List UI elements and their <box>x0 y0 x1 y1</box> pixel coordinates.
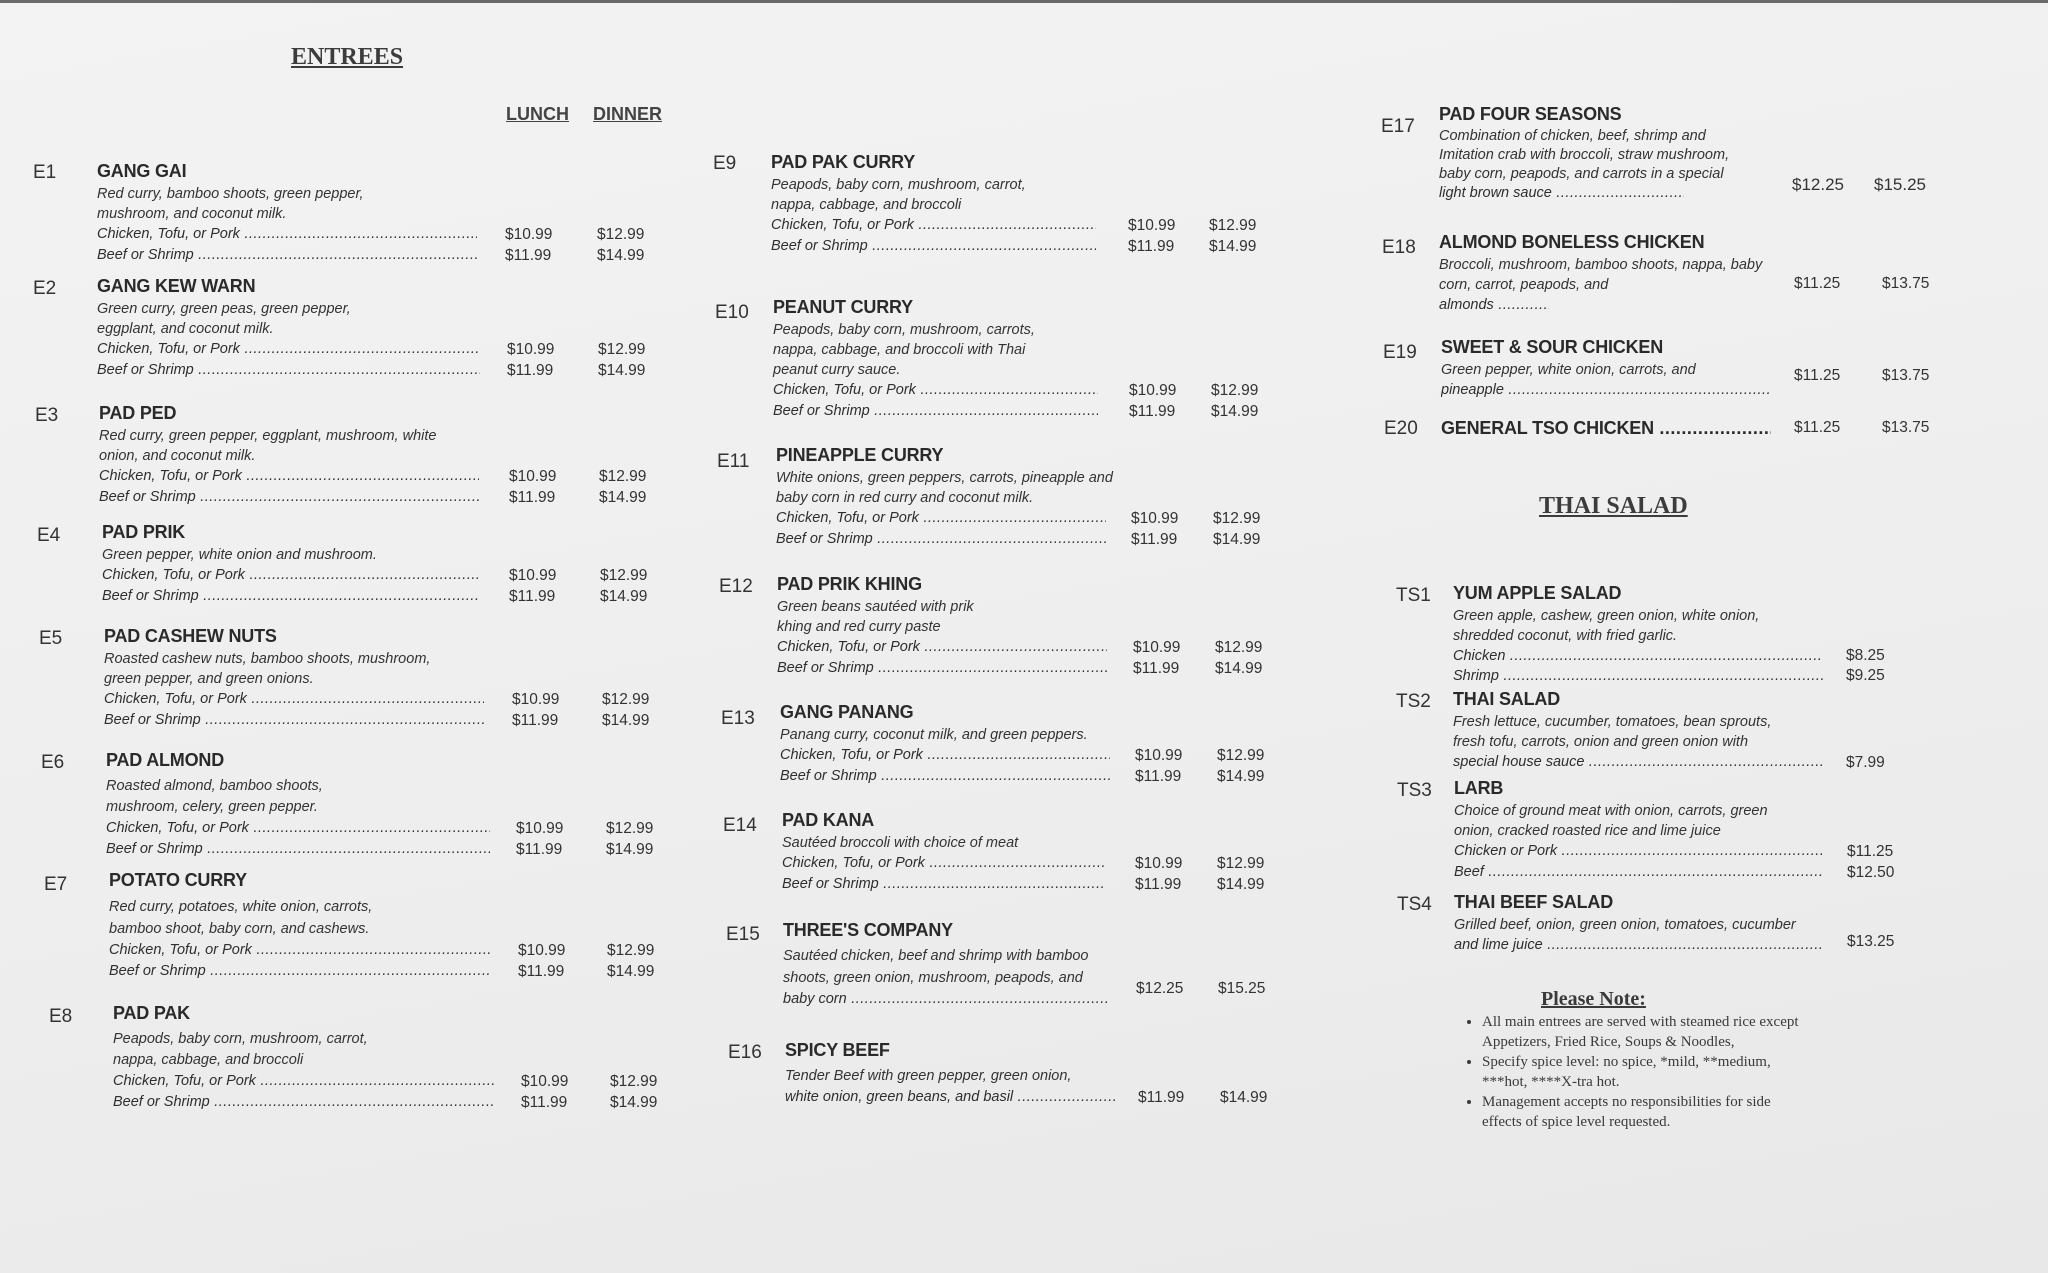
price-line <box>106 839 654 860</box>
item-code: E9 <box>713 153 737 174</box>
lunch-price: $10.99 <box>1131 510 1179 527</box>
item-code: E14 <box>723 815 757 836</box>
dinner-price: $12.99 <box>607 942 655 959</box>
menu-item-e2 <box>97 276 646 381</box>
item-description: Tender Beef with green pepper, green onion, <box>785 1068 1072 1084</box>
dinner-price: $12.99 <box>600 567 648 584</box>
dinner-price: $14.99 <box>610 1094 658 1111</box>
menu-item-ts4 <box>1454 892 1895 956</box>
item-name: GANG GAI <box>97 161 187 181</box>
price-line <box>99 466 647 487</box>
price-line-label: Beef or Shrimp ..... <box>113 1092 495 1113</box>
price-line-label: Beef or Shrimp ..... <box>773 401 1098 422</box>
lunch-price: $10.99 <box>1135 855 1183 872</box>
thai-salad-heading: THAI SALAD <box>1539 493 1688 519</box>
dinner-price: $12.99 <box>598 341 646 358</box>
entrees-heading: ENTREES <box>291 44 404 70</box>
menu-item-e19 <box>1441 337 1930 401</box>
item-name: SPICY BEEF <box>785 1040 890 1060</box>
dinner-price: $12.99 <box>606 820 654 837</box>
price-line <box>783 980 1266 1010</box>
item-code: E4 <box>37 525 61 546</box>
item-description: Choice of ground meat with onion, carrots, green onion, cracked roasted rice and lime juice <box>1454 803 1768 839</box>
lunch-price: $11.99 <box>1133 660 1180 677</box>
price-line <box>771 215 1257 236</box>
item-description: Red curry, green pepper, eggplant, mushroom, white onion, and coconut milk. <box>99 428 437 464</box>
price-line-label: Beef or Shrimp ..... <box>102 586 480 607</box>
dinner-column-header: DINNER <box>593 104 663 124</box>
price-line <box>104 689 650 710</box>
menu-item-e16 <box>785 1040 1268 1108</box>
salad-price: $12.50 <box>1847 864 1895 881</box>
salad-price: $8.25 <box>1846 647 1885 664</box>
item-code: E3 <box>35 405 59 426</box>
dinner-price: $13.75 <box>1882 419 1930 436</box>
menu-item-ts1 <box>1453 583 1885 686</box>
price-line-label: Shrimp ..... <box>1453 666 1823 686</box>
menu-item-e10 <box>773 297 1259 422</box>
price-line-label: Chicken, Tofu, or Pork ..... <box>777 637 1107 658</box>
price-line-label: special house sauce ..... <box>1453 752 1823 773</box>
dinner-price: $12.99 <box>1209 217 1257 234</box>
item-code: TS3 <box>1397 780 1432 801</box>
price-line <box>106 818 654 839</box>
price-line <box>109 940 655 961</box>
item-name: PAD PAK <box>113 1003 190 1023</box>
item-description: Panang curry, coconut milk, and green peppers. <box>780 727 1088 743</box>
item-name: PAD PRIK <box>102 522 186 542</box>
item-description: Roasted cashew nuts, bamboo shoots, mushroom, green pepper, and green onions. <box>104 651 431 687</box>
price-line <box>113 1092 658 1113</box>
item-description: Fresh lettuce, cucumber, tomatoes, bean sprouts, fresh tofu, carrots, onion and green onion with <box>1453 714 1772 750</box>
price-line-label: baby corn ..... <box>783 989 1108 1010</box>
price-line <box>104 710 650 731</box>
price-line-label: Beef or Shrimp ..... <box>97 360 480 381</box>
dinner-price: $14.99 <box>607 963 655 980</box>
lunch-price: $11.99 <box>505 247 552 264</box>
item-description: White onions, green peppers, carrots, pineapple and baby corn in red curry and coconut milk. <box>776 470 1113 506</box>
item-name: PAD KANA <box>782 810 875 830</box>
item-code: E2 <box>33 278 57 299</box>
item-name: GANG PANANG <box>780 702 914 722</box>
item-description: Green pepper, white onion, carrots, and <box>1441 362 1696 378</box>
price-line-label: Chicken, Tofu, or Pork ..... <box>99 466 479 487</box>
price-line-label: Chicken or Pork ..... <box>1454 841 1824 862</box>
price-line <box>771 236 1257 257</box>
menu-item-e7 <box>109 870 655 982</box>
price-line-label: Chicken, Tofu, or Pork ..... <box>776 508 1106 529</box>
price-line <box>109 961 655 982</box>
price-line-label: pineapple ..... <box>1441 380 1771 401</box>
price-line-label: Chicken, Tofu, or Pork ..... <box>782 853 1104 874</box>
item-code: TS2 <box>1396 691 1431 712</box>
price-line <box>1454 841 1894 862</box>
item-description: Green apple, cashew, green onion, white onion, shredded coconut, with fried garlic. <box>1453 608 1760 644</box>
item-code: E7 <box>44 874 68 895</box>
note-item: • Specify spice level: no spice, *mild, **medium, ***hot, ****X-tra hot. <box>1482 1052 1802 1092</box>
menu-item-e1 <box>97 161 645 266</box>
price-line-label: Chicken, Tofu, or Pork ..... <box>113 1071 495 1092</box>
dinner-price: $12.99 <box>602 691 650 708</box>
dinner-price: $12.99 <box>1217 747 1265 764</box>
item-name: PAD FOUR SEASONS <box>1439 104 1622 124</box>
dinner-price: $14.99 <box>1211 403 1259 420</box>
lunch-price: $10.99 <box>1133 639 1181 656</box>
dinner-price: $12.99 <box>1211 382 1259 399</box>
item-name: SWEET & SOUR CHICKEN <box>1441 337 1664 357</box>
item-description: Sautéed broccoli with choice of meat <box>782 835 1019 851</box>
item-code: E1 <box>33 162 57 183</box>
price-line <box>776 529 1261 550</box>
item-name: GENERAL TSO CHICKEN ..... <box>1441 416 1771 440</box>
lunch-price: $11.25 <box>1794 275 1841 292</box>
menu-item-ts3 <box>1454 778 1895 883</box>
dinner-price: $14.99 <box>600 588 648 605</box>
price-line-label: light brown sauce ..... <box>1439 184 1684 203</box>
item-name: PAD PRIK KHING <box>777 574 922 594</box>
item-code: E8 <box>49 1006 73 1027</box>
item-description: Red curry, bamboo shoots, green pepper, mushroom, and coconut milk. <box>97 186 364 222</box>
price-line-label: white onion, green beans, and basil ..... <box>785 1087 1115 1108</box>
item-description: Green curry, green peas, green pepper, eggplant, and coconut milk. <box>97 301 351 337</box>
item-description: Grilled beef, onion, green onion, tomatoes, cucumber <box>1454 917 1796 933</box>
item-name: LARB <box>1454 778 1504 798</box>
price-line <box>1453 646 1885 666</box>
item-description: Peapods, baby corn, mushroom, carrot, nappa, cabbage, and broccoli <box>771 177 1026 213</box>
lunch-price: $11.99 <box>518 963 565 980</box>
item-name: THREE'S COMPANY <box>783 920 953 940</box>
lunch-price: $10.99 <box>1128 217 1176 234</box>
price-line <box>102 586 648 607</box>
menu-item-e4 <box>102 522 648 607</box>
dinner-price: $12.99 <box>610 1073 658 1090</box>
dinner-price: $12.99 <box>1215 639 1263 656</box>
price-line <box>97 224 645 245</box>
lunch-price: $11.99 <box>1135 876 1182 893</box>
price-line <box>1453 752 1885 773</box>
menu-item-e13 <box>780 702 1265 787</box>
lunch-price: $10.99 <box>1135 747 1183 764</box>
menu-item-e11 <box>776 445 1261 550</box>
price-line-label: Beef or Shrimp ..... <box>771 236 1096 257</box>
lunch-price: $11.25 <box>1794 367 1841 384</box>
price-line-label: almonds ..... <box>1439 295 1549 316</box>
menu-item-e18 <box>1439 232 1930 316</box>
item-code: TS1 <box>1396 585 1431 606</box>
lunch-price: $12.25 <box>1792 175 1844 194</box>
lunch-price: $10.99 <box>509 567 557 584</box>
item-name: YUM APPLE SALAD <box>1453 583 1622 603</box>
price-line-label: Beef or Shrimp ..... <box>104 710 484 731</box>
item-name: PEANUT CURRY <box>773 297 913 317</box>
lunch-price: $10.99 <box>512 691 560 708</box>
salad-price: $11.25 <box>1847 843 1894 860</box>
price-line <box>113 1071 658 1092</box>
dinner-price: $14.99 <box>1213 531 1261 548</box>
price-line-label: Beef or Shrimp ..... <box>777 658 1107 679</box>
item-name: PAD PED <box>99 403 177 423</box>
lunch-price: $12.25 <box>1136 980 1184 997</box>
price-line <box>97 360 646 381</box>
menu-item-e20 <box>1441 416 1930 440</box>
menu-item-e5 <box>104 626 650 731</box>
lunch-price: $11.25 <box>1794 419 1841 436</box>
dinner-price: $14.99 <box>1215 660 1263 677</box>
item-code: TS4 <box>1397 894 1432 915</box>
item-name: PINEAPPLE CURRY <box>776 445 944 465</box>
menu-item-e17 <box>1439 104 1926 203</box>
dinner-price: $13.75 <box>1882 367 1930 384</box>
lunch-price: $10.99 <box>518 942 566 959</box>
lunch-price: $11.99 <box>1128 238 1175 255</box>
price-line <box>102 565 648 586</box>
item-description: Roasted almond, bamboo shoots, mushroom, celery, green pepper. <box>106 778 323 815</box>
price-line-label: Beef or Shrimp ..... <box>99 487 479 508</box>
price-line-label: Beef or Shrimp ..... <box>97 245 477 266</box>
lunch-price: $11.99 <box>509 588 556 605</box>
lunch-price: $11.99 <box>507 362 554 379</box>
price-line-label: Beef or Shrimp ..... <box>780 766 1110 787</box>
item-description: Green pepper, white onion and mushroom. <box>102 547 377 563</box>
price-line <box>1453 666 1885 686</box>
price-line-label: Beef or Shrimp ..... <box>106 839 490 860</box>
price-line <box>99 487 647 508</box>
dinner-price: $14.99 <box>1209 238 1257 255</box>
item-name: PAD ALMOND <box>106 750 224 770</box>
dinner-price: $14.99 <box>598 362 646 379</box>
price-line-label: Beef or Shrimp ..... <box>776 529 1106 550</box>
price-line <box>773 401 1259 422</box>
item-description: Combination of chicken, beef, shrimp and Imitation crab with broccoli, straw mushroom, baby corn, peapods, and carrots in a special <box>1439 128 1730 182</box>
price-line <box>777 658 1263 679</box>
item-code: E20 <box>1384 418 1418 439</box>
price-line-label: Chicken, Tofu, or Pork ..... <box>97 339 480 360</box>
price-line-label: Chicken, Tofu, or Pork ..... <box>109 940 491 961</box>
lunch-price: $11.99 <box>1129 403 1176 420</box>
item-code: E15 <box>726 924 760 945</box>
item-code: E16 <box>728 1042 762 1063</box>
please-note-title: Please Note: <box>1541 988 1646 1010</box>
price-line-label: Chicken ..... <box>1453 646 1823 666</box>
price-line-label: Beef or Shrimp ..... <box>782 874 1104 895</box>
price-line <box>97 339 646 360</box>
item-description: Broccoli, mushroom, bamboo shoots, nappa, baby corn, carrot, peapods, and <box>1439 257 1763 293</box>
dinner-price: $13.75 <box>1882 275 1930 292</box>
lunch-price: $10.99 <box>1129 382 1177 399</box>
item-code: E5 <box>39 628 63 649</box>
item-name: PAD PAK CURRY <box>771 152 916 172</box>
menu-item-e9 <box>771 152 1257 257</box>
dinner-price: $12.99 <box>1213 510 1261 527</box>
dinner-price: $12.99 <box>1217 855 1265 872</box>
notes-list <box>1448 1012 1802 1132</box>
photo-top-edge <box>0 0 2048 3</box>
lunch-column-header: LUNCH <box>506 104 569 124</box>
menu-item-ts2 <box>1453 689 1885 773</box>
menu-item-e6 <box>106 750 654 860</box>
price-line <box>773 380 1259 401</box>
lunch-price: $11.99 <box>1138 1089 1185 1106</box>
item-description: Peapods, baby corn, mushroom, carrots, nappa, cabbage, and broccoli with Thai peanut curry sauce. <box>773 322 1035 378</box>
price-line <box>97 245 645 266</box>
item-description: Green beans sautéed with prik khing and red curry paste <box>777 599 974 635</box>
dinner-price: $14.99 <box>1217 768 1265 785</box>
dinner-price: $14.99 <box>597 247 645 264</box>
item-description: Red curry, potatoes, white onion, carrots, bamboo shoot, baby corn, and cashews. <box>109 899 373 937</box>
dinner-price: $15.25 <box>1218 980 1266 997</box>
item-description: Peapods, baby corn, mushroom, carrot, nappa, cabbage, and broccoli <box>113 1031 368 1068</box>
price-line-label: Chicken, Tofu, or Pork ..... <box>97 224 477 245</box>
price-line <box>1454 862 1895 883</box>
price-line <box>777 637 1263 658</box>
item-name: ALMOND BONELESS CHICKEN <box>1439 232 1705 252</box>
item-code: E13 <box>721 708 755 729</box>
item-description: Sautéed chicken, beef and shrimp with bamboo shoots, green onion, mushroom, peapods, and <box>783 948 1089 986</box>
price-line-label: Chicken, Tofu, or Pork ..... <box>106 818 490 839</box>
lunch-price: $11.99 <box>1131 531 1178 548</box>
dinner-price: $15.25 <box>1874 175 1926 194</box>
note-item: • All main entrees are served with steamed rice except Appetizers, Fried Rice, Soups & Noodles, <box>1482 1012 1802 1052</box>
item-code: E17 <box>1381 116 1415 137</box>
price-line-label: Chicken, Tofu, or Pork ..... <box>771 215 1096 236</box>
price-line <box>780 745 1265 766</box>
item-name: THAI SALAD <box>1453 689 1560 709</box>
item-code: E12 <box>719 576 753 597</box>
dinner-price: $14.99 <box>606 841 654 858</box>
lunch-price: $11.99 <box>1135 768 1182 785</box>
lunch-price: $11.99 <box>509 489 556 506</box>
price-line-label: Beef ..... <box>1454 862 1824 883</box>
item-code: E6 <box>41 752 65 773</box>
price-line <box>1441 416 1930 440</box>
price-line <box>780 766 1265 787</box>
item-code: E18 <box>1382 237 1416 258</box>
lunch-price: $10.99 <box>516 820 564 837</box>
dinner-price: $14.99 <box>1220 1089 1268 1106</box>
salad-price: $7.99 <box>1846 754 1885 771</box>
menu-item-e8 <box>113 1003 658 1113</box>
lunch-price: $11.99 <box>516 841 563 858</box>
price-line-label: Chicken, Tofu, or Pork ..... <box>104 689 484 710</box>
menu-item-e15 <box>783 920 1266 1010</box>
price-line <box>1454 933 1895 956</box>
dinner-price: $12.99 <box>597 226 645 243</box>
item-name: PAD CASHEW NUTS <box>104 626 277 646</box>
dinner-price: $14.99 <box>602 712 650 729</box>
menu-item-e14 <box>782 810 1265 895</box>
price-line-label: Chicken, Tofu, or Pork ..... <box>102 565 480 586</box>
item-code: E10 <box>715 302 749 323</box>
salad-price: $9.25 <box>1846 667 1885 684</box>
price-line <box>782 874 1265 895</box>
lunch-price: $10.99 <box>505 226 553 243</box>
item-code: E11 <box>717 451 750 472</box>
menu-item-e12 <box>777 574 1263 679</box>
lunch-price: $10.99 <box>507 341 555 358</box>
menu-item-e3 <box>99 403 647 508</box>
lunch-price: $11.99 <box>521 1094 568 1111</box>
item-name: GANG KEW WARN <box>97 276 256 296</box>
item-name: THAI BEEF SALAD <box>1454 892 1614 912</box>
salad-price: $13.25 <box>1847 933 1895 950</box>
item-name: POTATO CURRY <box>109 870 247 890</box>
price-line-label: Chicken, Tofu, or Pork ..... <box>773 380 1098 401</box>
lunch-price: $11.99 <box>512 712 559 729</box>
price-line-label: and lime juice ..... <box>1454 935 1824 956</box>
price-line <box>785 1087 1268 1108</box>
price-line-label: Chicken, Tofu, or Pork ..... <box>780 745 1110 766</box>
dinner-price: $14.99 <box>1217 876 1265 893</box>
price-line-label: Beef or Shrimp ..... <box>109 961 491 982</box>
price-line <box>776 508 1261 529</box>
dinner-price: $14.99 <box>599 489 647 506</box>
note-item: • Management accepts no responsibilities for side effects of spice level requested. <box>1482 1092 1802 1132</box>
price-line <box>782 853 1265 874</box>
lunch-price: $10.99 <box>509 468 557 485</box>
item-code: E19 <box>1383 342 1417 363</box>
lunch-price: $10.99 <box>521 1073 569 1090</box>
price-line <box>1439 175 1926 203</box>
dinner-price: $12.99 <box>599 468 647 485</box>
